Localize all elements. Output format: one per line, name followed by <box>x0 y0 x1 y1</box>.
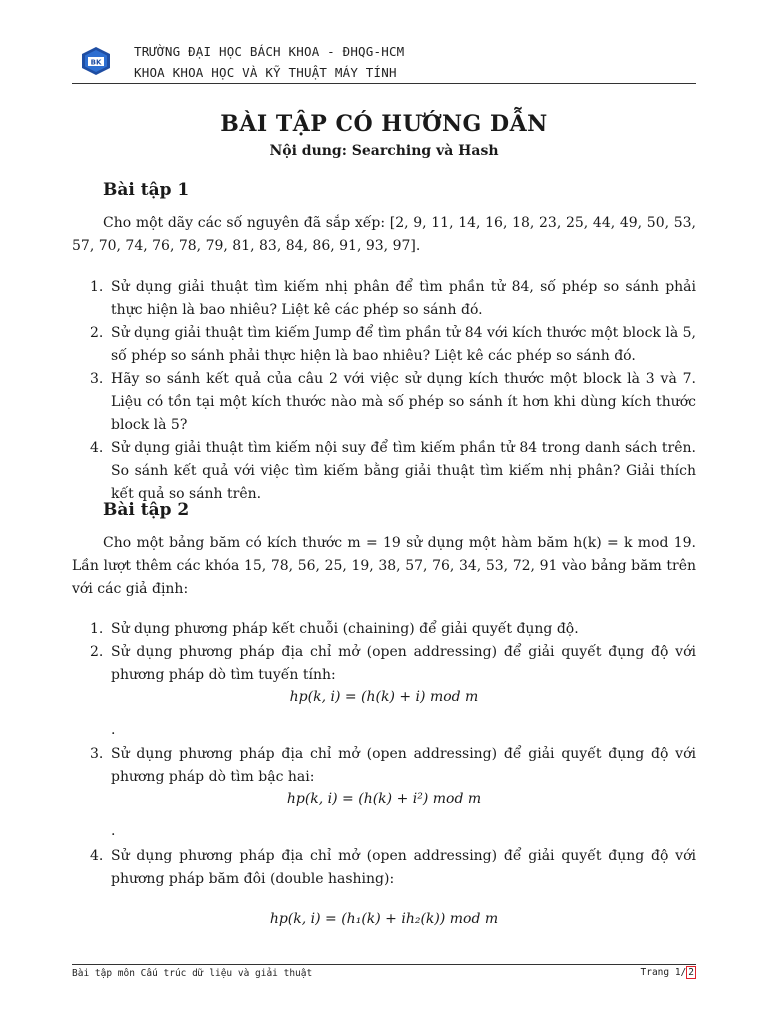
bk-university-logo-icon <box>80 46 112 76</box>
exercise-2-list-a <box>72 618 696 687</box>
item-text: Sử dụng phương pháp địa chỉ mở (open addressing) để giải quyết đụng độ với phương pháp băm đôi (double hashing): <box>111 848 696 887</box>
list-item <box>72 618 696 641</box>
item-text: Sử dụng phương pháp địa chỉ mở (open addressing) để giải quyết đụng độ với phương pháp dò tìm bậc hai: <box>111 746 696 785</box>
footer-divider <box>72 964 696 965</box>
exercise-1-intro: Cho một dãy các số nguyên đã sắp xếp: [2, 9, 11, 14, 16, 18, 23, 25, 44, 49, 50, 53, 57, 70, 74, 76, 78, 79, 81, 83, 84, 86, 91, 93, 97]. <box>72 215 696 254</box>
item-text: Sử dụng giải thuật tìm kiếm nhị phân để tìm phần tử 84, số phép so sánh phải thực hiện là bao nhiêu? Liệt kê các phép so sánh đó. <box>111 279 696 318</box>
formula-quadratic-probing: hp(k, i) = (h(k) + i²) mod m <box>286 791 482 807</box>
formula-double-hashing: hp(k, i) = (h₁(k) + ih₂(k)) mod m <box>269 911 499 927</box>
page-number <box>641 967 697 978</box>
item-number: 3. <box>90 746 104 762</box>
list-item <box>72 437 696 506</box>
list-item <box>72 322 696 368</box>
logo-text: BK <box>90 58 102 67</box>
list-item <box>72 743 696 789</box>
footer-course-title: Bài tập môn Cấu trúc dữ liệu và giải thuật <box>72 968 313 979</box>
page-title: BÀI TẬP CÓ HƯỚNG DẪN <box>220 111 548 137</box>
faculty-name: KHOA KHOA HỌC VÀ KỸ THUẬT MÁY TÍNH <box>134 65 397 80</box>
item-text: Sử dụng phương pháp địa chỉ mở (open addressing) để giải quyết đụng độ với phương pháp dò tìm tuyến tính: <box>111 644 696 683</box>
list-item <box>72 368 696 437</box>
exercise-2-heading: Bài tập 2 <box>103 500 190 520</box>
item-number: 4. <box>90 848 104 864</box>
exercise-1-list <box>72 276 696 506</box>
item-number: 1. <box>90 279 104 295</box>
exercise-2-list-b <box>72 743 696 789</box>
exercise-2-intro: Cho một bảng băm có kích thước m = 19 sử dụng một hàm băm h(k) = k mod 19. Lần lượt thêm các khóa 15, 78, 56, 25, 19, 38, 57, 76, 34, 53, 72, 91 vào bảng băm trên với các giả định: <box>72 535 696 597</box>
item-number: 2. <box>90 644 104 660</box>
item-number: 2. <box>90 325 104 341</box>
page-total-link[interactable]: 2 <box>688 967 694 978</box>
exercise-1-heading: Bài tập 1 <box>103 180 190 200</box>
list-item <box>72 641 696 687</box>
item-text: Hãy so sánh kết quả của câu 2 với việc sử dụng kích thước một block là 3 và 7. Liệu có tồn tại một kích thước nào mà số phép so sánh ít hơn khi dùng kích thước block là 5? <box>111 371 696 433</box>
item-text: Sử dụng phương pháp kết chuỗi (chaining) để giải quyết đụng độ. <box>111 621 579 637</box>
item-text: Sử dụng giải thuật tìm kiếm Jump để tìm phần tử 84 với kích thước một block là 5, số phép so sánh phải thực hiện là bao nhiêu? Liệt kê các phép so sánh đó. <box>111 325 696 364</box>
item-number: 1. <box>90 621 104 637</box>
item-number: 4. <box>90 440 104 456</box>
formula-terminator: . <box>111 722 116 738</box>
item-number: 3. <box>90 371 104 387</box>
formula-terminator: . <box>111 823 116 839</box>
university-name: TRƯỜNG ĐẠI HỌC BÁCH KHOA - ĐHQG-HCM <box>134 44 405 59</box>
page-number-prefix: Trang 1/ <box>640 967 687 978</box>
page-subtitle: Nội dung: Searching và Hash <box>269 143 499 159</box>
header-divider <box>72 83 696 84</box>
formula-linear-probing: hp(k, i) = (h(k) + i) mod m <box>289 689 479 705</box>
exercise-2-list-c <box>72 845 696 891</box>
list-item <box>72 276 696 322</box>
item-text: Sử dụng giải thuật tìm kiếm nội suy để tìm kiếm phần tử 84 trong danh sách trên. So sánh kết quả với việc tìm kiếm bằng giải thuật tìm kiếm nhị phân? Giải thích kết quả so sánh trên. <box>111 440 696 502</box>
list-item <box>72 845 696 891</box>
